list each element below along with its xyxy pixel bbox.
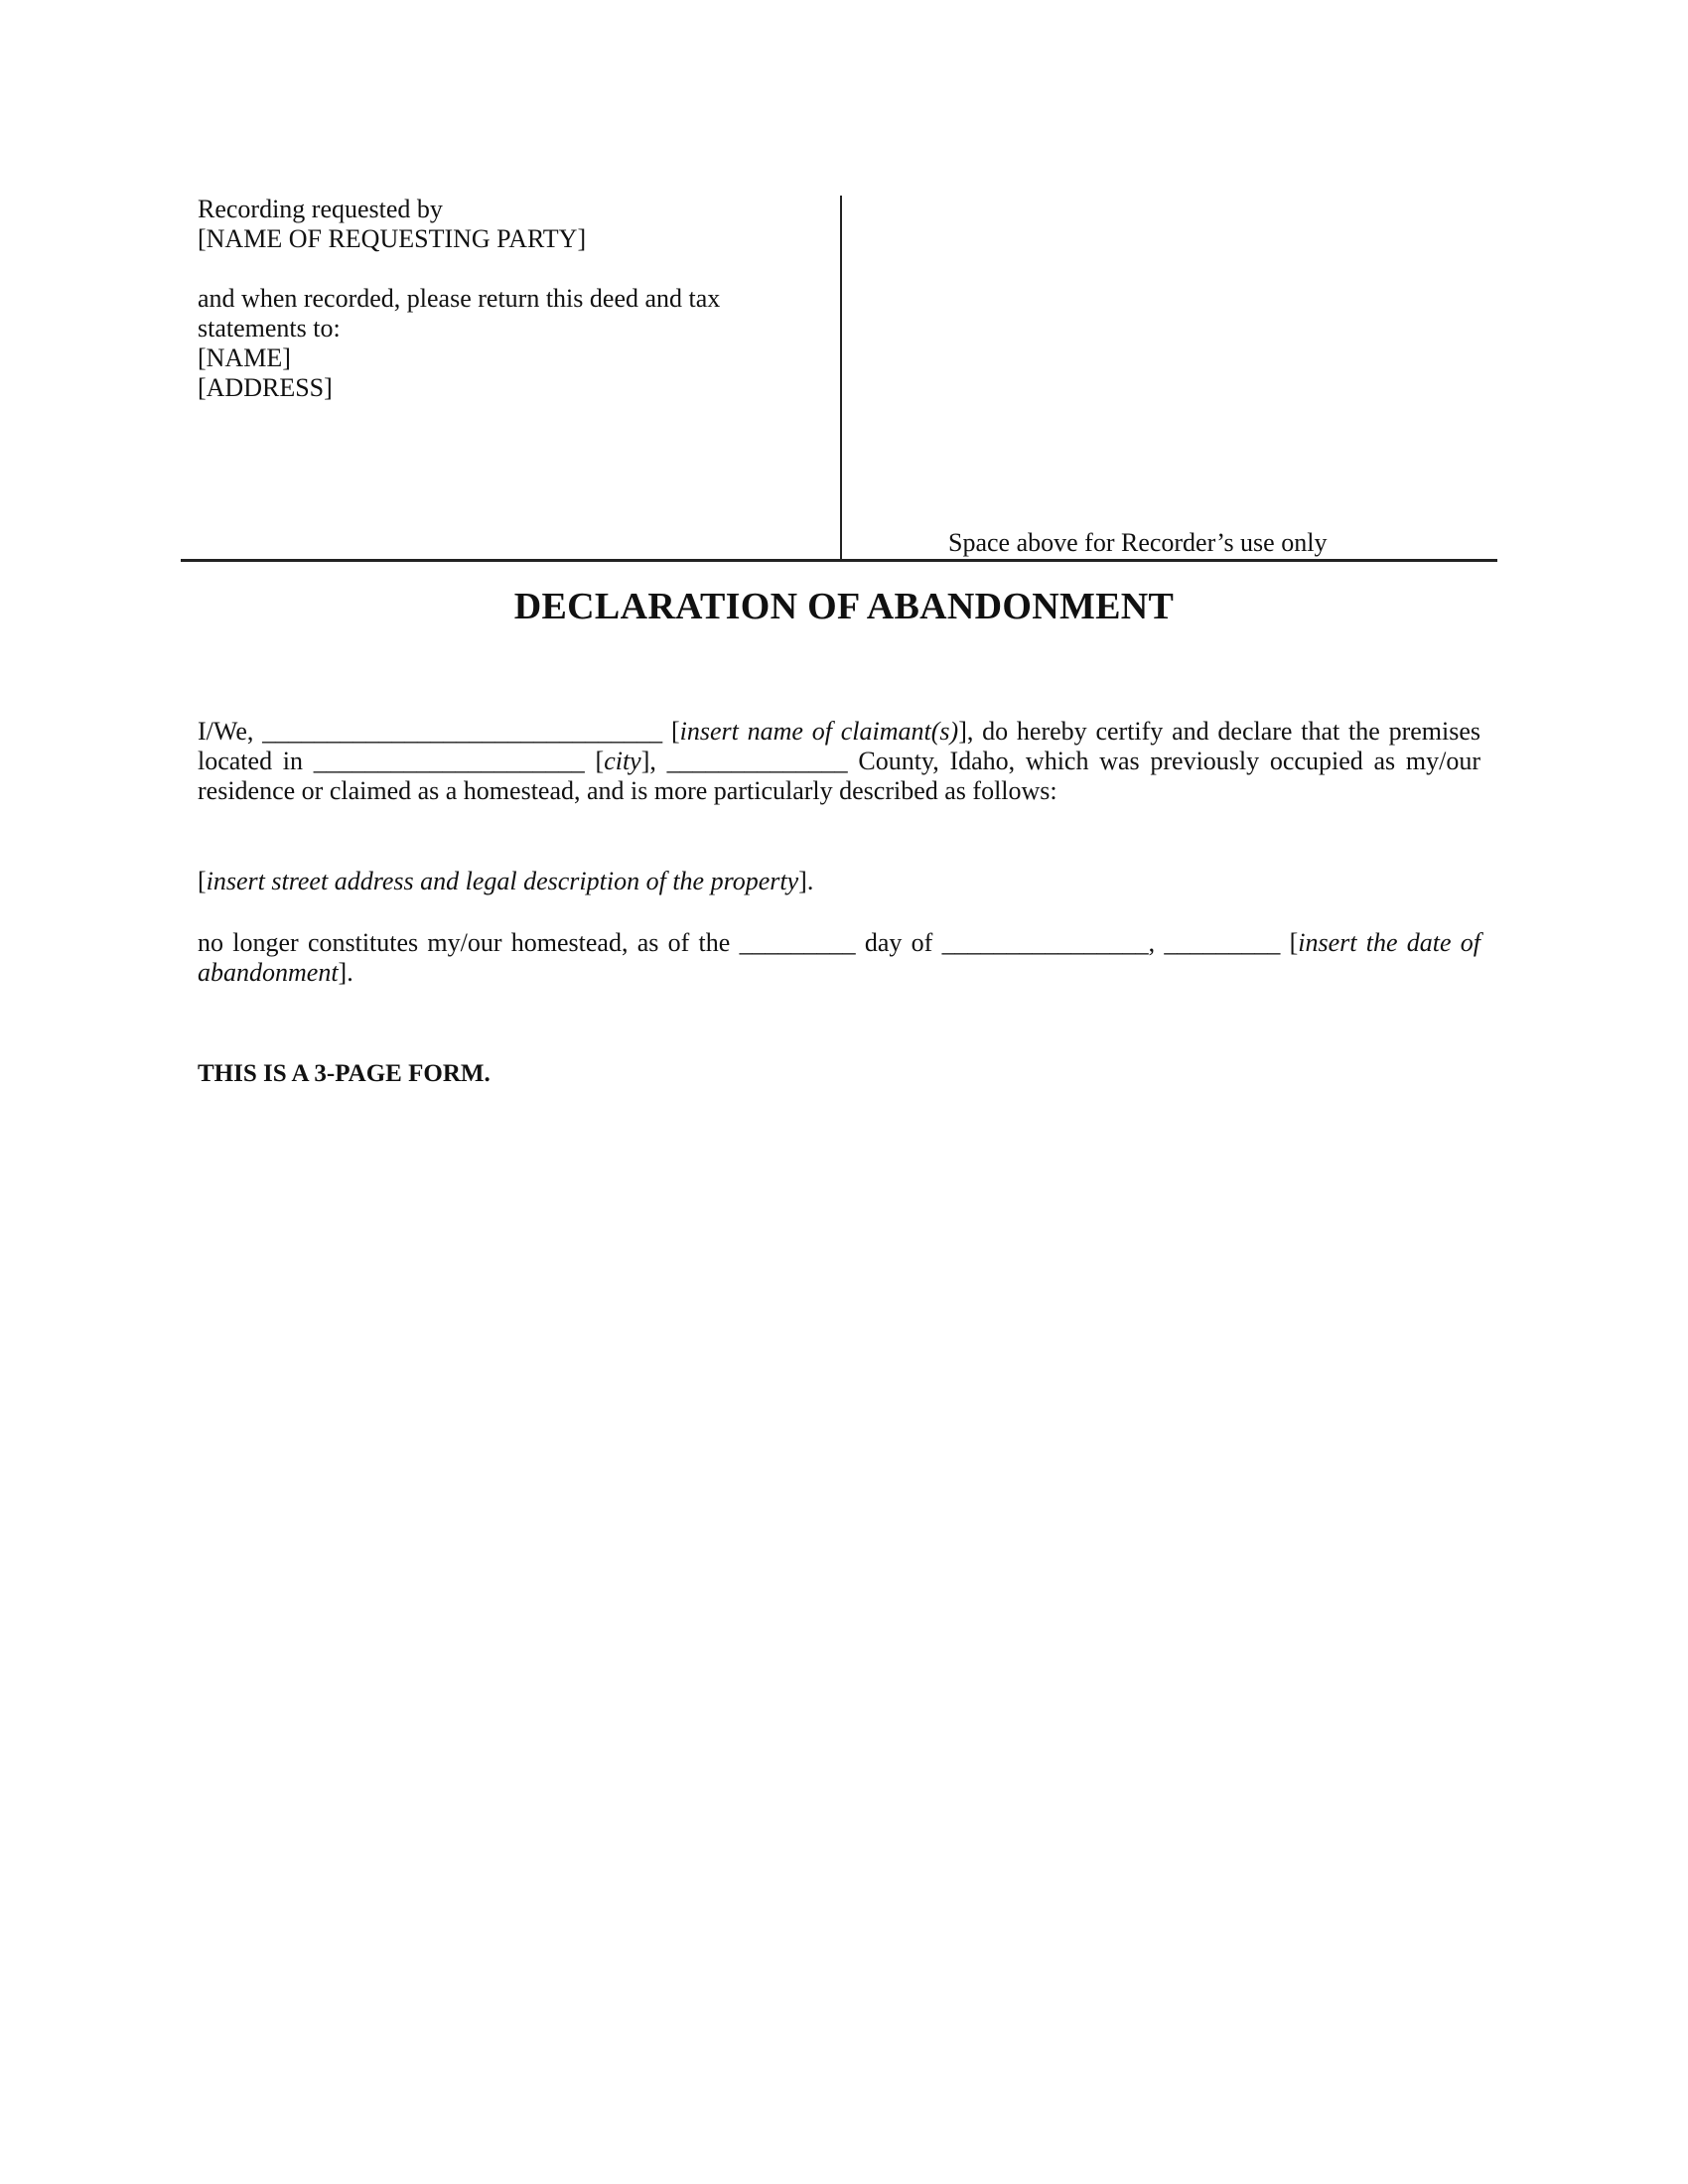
text-segment: I/We, <box>198 717 263 746</box>
text-segment: [ <box>198 867 207 895</box>
horizontal-divider <box>181 559 1497 562</box>
claimant-name-blank: _______________________________ <box>262 717 663 746</box>
property-description-paragraph <box>198 867 1480 896</box>
text-segment: ]. <box>338 958 353 987</box>
page-count-notice: THIS IS A 3-PAGE FORM. <box>198 1060 491 1087</box>
declaration-paragraph <box>198 717 1480 806</box>
requesting-party-placeholder: [NAME OF REQUESTING PARTY] <box>198 224 587 253</box>
property-instruction: insert street address and legal description of the property <box>206 867 799 895</box>
text-segment: day of <box>855 928 942 957</box>
text-segment: , <box>1148 928 1165 957</box>
city-blank: _____________________ <box>313 747 585 775</box>
return-instructions: and when recorded, please return this deed and tax statements to: <box>198 284 721 342</box>
document-title: DECLARATION OF ABANDONMENT <box>513 586 1175 627</box>
text-segment: ], do hereby certify and declare that the premises located in <box>198 717 1480 775</box>
recording-info <box>198 195 833 403</box>
text-segment: [ <box>1280 928 1299 957</box>
day-blank: _________ <box>739 928 856 957</box>
text-segment: [ <box>584 747 605 775</box>
recording-requested-label: Recording requested by <box>198 195 443 223</box>
year-blank: _________ <box>1164 928 1281 957</box>
claimant-instruction: insert name of claimant(s) <box>679 717 959 746</box>
recorder-use-note: Space above for Recorder’s use only <box>948 528 1328 557</box>
abandonment-date-paragraph <box>198 928 1480 988</box>
city-instruction: city <box>604 747 641 775</box>
text-segment: [ <box>662 717 680 746</box>
vertical-divider <box>840 196 842 559</box>
county-blank: ______________ <box>666 747 848 775</box>
text-segment: ], <box>640 747 667 775</box>
text-segment: ]. <box>798 867 814 895</box>
text-segment: no longer constitutes my/our homestead, as of the <box>198 928 740 957</box>
date-instruction: insert the date of abandonment <box>198 928 1480 987</box>
text-segment: County, Idaho, which was previously occupied as my/our residence or claimed as a homestead, and is more particularly described as follows: <box>198 747 1480 805</box>
return-address-placeholder: [ADDRESS] <box>198 373 333 402</box>
month-blank: ________________ <box>941 928 1149 957</box>
return-name-placeholder: [NAME] <box>198 343 291 372</box>
